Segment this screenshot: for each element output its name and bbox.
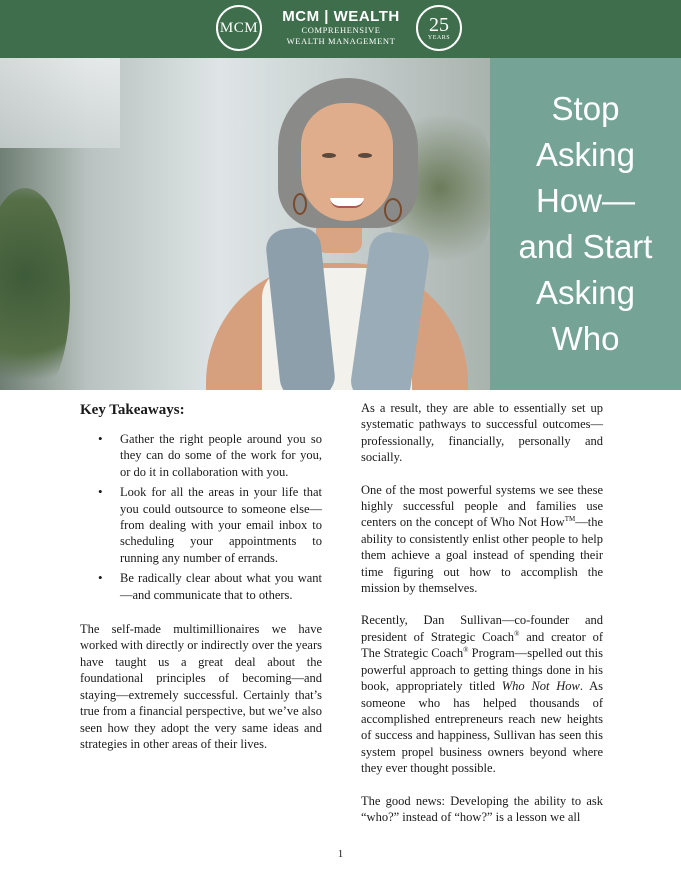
left-column — [80, 402, 322, 768]
paragraph-good-news: The good news: Developing the ability to ask “who?” instead of “how?” is a lesson we all — [361, 793, 603, 824]
anniversary-number: 25 — [429, 14, 449, 36]
key-takeaways-list — [80, 431, 322, 603]
hero-banner — [0, 58, 681, 390]
brand-subtitle-1: COMPREHENSIVE — [301, 25, 381, 35]
mcm-logo — [216, 5, 262, 51]
anniversary-badge — [416, 5, 462, 51]
list-item: • Gather the right people around you so they can do some of the work for you, or do it in collaboration with you. — [120, 431, 322, 480]
trademark-mark: TM — [564, 515, 576, 524]
book-title: Who Not How — [501, 679, 580, 694]
hero-photo — [0, 58, 490, 390]
intro-paragraph: The self-made multimillionaires we have worked with directly or indirectly over the years have taught us a great deal about the foundational principles of becoming—and staying—extremely successful. Certainly that’s true from a financial perspective, but we’ve also seen how they adopt the very same ideas and strategies in other areas of their lives. — [80, 622, 322, 751]
brand-subtitle-2: WEALTH MANAGEMENT — [286, 36, 396, 46]
registered-mark: ® — [514, 629, 520, 638]
brand-name: MCM | WEALTH — [282, 8, 400, 25]
registered-mark: ® — [463, 646, 469, 655]
list-item: • Look for all the areas in your life that you could outsource to someone else—from dealing with your email inbox to scheduling your appointments to running any number of errands. — [120, 484, 322, 566]
paragraph-dan-sullivan: Recently, Dan Sullivan—co-founder and president of Strategic Coach® and creator of The Strategic Coach® Program—spelled out this powerful approach to getting things done in his book, appropriately titled Who Not How. As someone who has helped thousands of accomplished entrepreneurs reach new heights of success and happiness, Sullivan has seen this system propel business owners beyond where they ever thought possible. — [361, 613, 604, 776]
anniversary-label: YEARS — [427, 35, 451, 41]
page-header — [0, 0, 681, 58]
brand-block — [276, 8, 406, 47]
right-column — [361, 400, 603, 841]
page-number: 1 — [337, 848, 344, 860]
list-item: • Be radically clear about what you want—and communicate that to others. — [120, 570, 322, 603]
title-panel — [490, 58, 681, 390]
paragraph-who-not-how: One of the most powerful systems we see these highly successful people and families use centers on the concept of Who Not How™—the ability to consistently enlist other people to help them achieve a goal instead of spending their time figuring out how to accomplish the mission by themselves. — [361, 482, 603, 596]
mcm-logo-text: MCM — [219, 19, 259, 36]
key-takeaways-heading: Key Takeaways: — [80, 402, 185, 418]
paragraph-result: As a result, they are able to essentially set up systematic pathways to successful outcomes—professionally, financially, personally and socially. — [361, 401, 603, 465]
article-title: Stop Asking How— and Start Asking Who — [518, 90, 653, 357]
